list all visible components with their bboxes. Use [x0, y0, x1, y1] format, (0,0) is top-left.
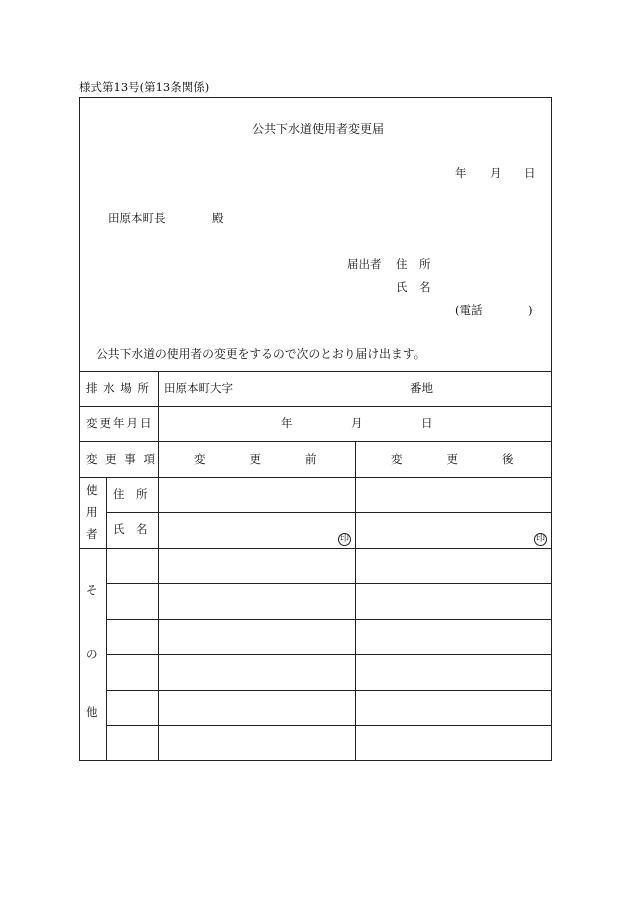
row-divider: [79, 371, 552, 372]
row-divider: [79, 406, 552, 407]
user-address-label: 住 所: [113, 487, 148, 501]
date-month-label: 月: [490, 166, 502, 180]
addressee-name: 田原本町長: [108, 211, 166, 225]
submitter-phone-open: (電話: [455, 303, 483, 317]
submitter-phone-close: ): [528, 303, 533, 317]
row-divider: [106, 725, 552, 726]
row-divider: [106, 690, 552, 691]
col-divider: [158, 371, 159, 761]
after-header: 変 更 後: [391, 452, 521, 466]
other-label-char: 他: [86, 705, 98, 719]
row-divider: [79, 477, 552, 478]
user-label-char: 用: [86, 505, 98, 519]
row-divider: [79, 548, 552, 549]
submitter-address-label: 住 所: [396, 257, 431, 271]
statement-text: 公共下水道の使用者の変更をするので次のとおり届け出ます。: [96, 347, 426, 361]
other-label-char: の: [86, 647, 98, 661]
change-date-label: 変更年月日: [86, 416, 154, 430]
user-label-char: 使: [86, 483, 98, 497]
col-divider: [106, 477, 107, 761]
drain-place-prefix: 田原本町大字: [164, 381, 233, 395]
change-item-label: 変 更 事 項: [86, 452, 157, 466]
row-divider: [106, 512, 552, 513]
other-label-char: そ: [86, 583, 98, 597]
drain-place-suffix: 番地: [410, 381, 433, 395]
user-name-label: 氏 名: [113, 522, 148, 536]
change-date-day: 日: [421, 416, 433, 430]
seal-after: 印: [535, 534, 545, 544]
submitter-name-label: 氏 名: [396, 280, 431, 294]
submitter-label: 届出者: [347, 257, 382, 271]
seal-before: 印: [339, 534, 349, 544]
drain-place-label: 排 水 場 所: [86, 381, 150, 395]
row-divider: [106, 583, 552, 584]
form-number: 様式第13号(第13条関係): [79, 80, 210, 94]
change-date-year: 年: [281, 416, 293, 430]
form-title: 公共下水道使用者変更届: [252, 122, 385, 136]
row-divider: [79, 441, 552, 442]
date-year-label: 年: [455, 166, 467, 180]
addressee-honorific: 殿: [212, 211, 224, 225]
row-divider: [106, 654, 552, 655]
date-day-label: 日: [524, 166, 536, 180]
user-label-char: 者: [86, 527, 98, 541]
row-divider: [106, 619, 552, 620]
col-divider: [355, 441, 356, 761]
change-date-month: 月: [351, 416, 363, 430]
before-header: 変 更 前: [194, 452, 324, 466]
